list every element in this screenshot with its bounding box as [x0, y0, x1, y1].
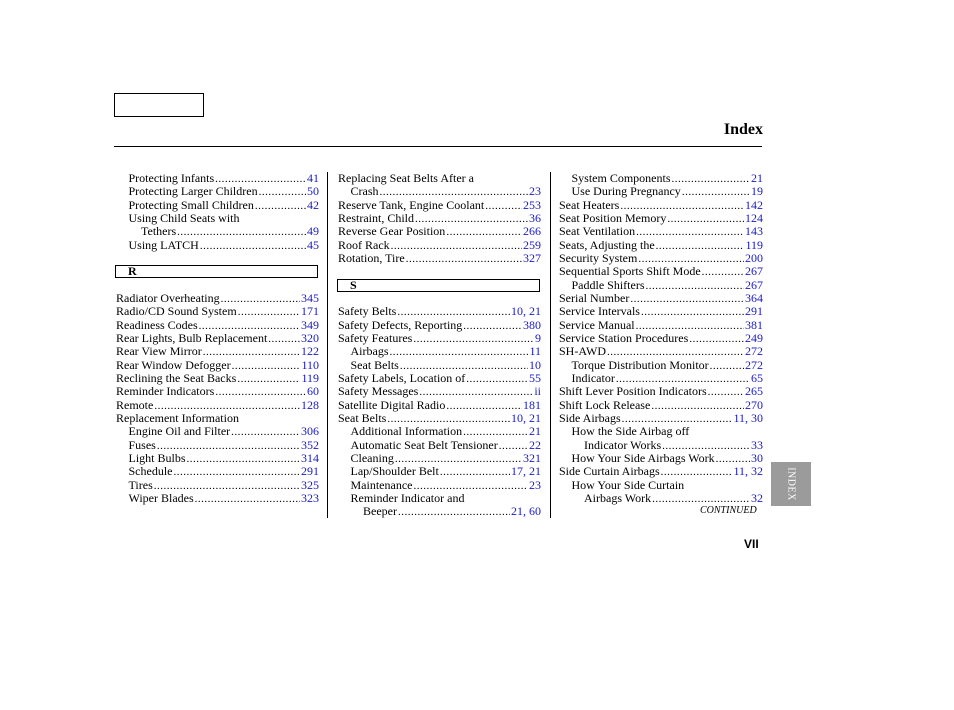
- index-entry-label: Additional Information: [350, 424, 463, 438]
- page-reference-link[interactable]: 10, 21: [511, 304, 541, 318]
- index-entry-label: Airbags: [350, 344, 389, 358]
- index-entry-label: Seat Ventilation: [559, 224, 636, 238]
- index-entry-label: Lap/Shoulder Belt: [350, 464, 439, 478]
- page-reference-link[interactable]: 327: [523, 251, 541, 265]
- leader-dots: [413, 333, 534, 345]
- index-entry[interactable]: [363, 505, 541, 518]
- leader-dots: [215, 386, 306, 398]
- page-reference-link[interactable]: 314: [301, 451, 319, 465]
- page-reference-link[interactable]: 21, 60: [511, 504, 541, 518]
- index-entry[interactable]: [351, 185, 542, 198]
- page-reference-link[interactable]: 321: [523, 451, 541, 465]
- index-entry[interactable]: [351, 465, 542, 478]
- leader-dots: [255, 200, 306, 212]
- leader-dots: [406, 253, 522, 265]
- page-reference-link[interactable]: 22: [529, 438, 541, 452]
- page-reference-link[interactable]: 325: [301, 478, 319, 492]
- index-entry-label: Shift Lever Position Indicators: [559, 384, 707, 398]
- index-entry[interactable]: [559, 345, 763, 358]
- leader-dots: [636, 226, 744, 238]
- index-entry-label: Radiator Overheating: [116, 291, 220, 305]
- page-number: VII: [744, 537, 759, 551]
- index-entry-label: Rear Window Defogger: [116, 358, 231, 372]
- index-entry-label: Side Curtain Airbags: [559, 464, 660, 478]
- index-entry-label: Light Bulbs: [128, 451, 186, 465]
- page-reference-link[interactable]: 21: [529, 424, 541, 438]
- page-reference-link[interactable]: 291: [745, 304, 763, 318]
- leader-dots: [652, 493, 750, 505]
- index-entry-label: Side Airbags: [559, 411, 621, 425]
- page-reference-link[interactable]: 33: [751, 438, 763, 452]
- leader-dots: [397, 306, 510, 318]
- index-entry-label: Reminder Indicator and: [350, 491, 465, 505]
- leader-dots: [231, 426, 300, 438]
- page-reference-link[interactable]: 21: [751, 171, 763, 185]
- page-reference-link[interactable]: 266: [523, 224, 541, 238]
- page-reference-link[interactable]: 128: [301, 398, 319, 412]
- index-entry-label: Remote: [116, 398, 154, 412]
- leader-dots: [630, 293, 744, 305]
- index-entry: [572, 425, 764, 438]
- index-entry[interactable]: [338, 225, 541, 238]
- leader-dots: [177, 226, 306, 238]
- page-reference-link[interactable]: 19: [751, 184, 763, 198]
- index-entry-label: Safety Messages: [338, 384, 419, 398]
- continued-note: CONTINUED: [700, 505, 757, 516]
- header-rule: [114, 146, 762, 147]
- index-entry-label: Roof Rack: [338, 238, 390, 252]
- index-entry-label: Safety Labels, Location of: [338, 371, 466, 385]
- index-entry-label: Radio/CD Sound System: [116, 304, 237, 318]
- index-entry-label: Tires: [128, 478, 153, 492]
- index-entry-label: Using Child Seats with: [128, 211, 240, 225]
- page-title: Index: [723, 121, 763, 138]
- page-reference-link[interactable]: 291: [301, 464, 319, 478]
- leader-dots: [398, 506, 510, 518]
- page-reference-link[interactable]: 10, 21: [511, 411, 541, 425]
- leader-dots: [641, 306, 744, 318]
- index-entry-label: How the Side Airbag off: [571, 424, 690, 438]
- index-entry-label: SH-AWD: [559, 344, 607, 358]
- leader-dots: [268, 333, 300, 345]
- page-reference-link[interactable]: 45: [307, 238, 319, 252]
- leader-dots: [656, 240, 745, 252]
- index-entry-label: Crash: [350, 184, 379, 198]
- page-reference-link[interactable]: 171: [301, 304, 319, 318]
- page-reference-link[interactable]: 11, 32: [733, 464, 763, 478]
- index-entry-label: Seat Belts: [338, 411, 387, 425]
- leader-dots: [446, 226, 522, 238]
- leader-dots: [702, 266, 744, 278]
- leader-dots: [682, 186, 750, 198]
- page-reference-link[interactable]: 30: [751, 451, 763, 465]
- index-entry-label: Seat Position Memory: [559, 211, 667, 225]
- index-entry[interactable]: [559, 465, 763, 478]
- index-entry-label: Maintenance: [350, 478, 413, 492]
- index-entry-label: Reclining the Seat Backs: [116, 371, 237, 385]
- index-entry-label: System Components: [571, 171, 671, 185]
- page-reference-link[interactable]: 352: [301, 438, 319, 452]
- index-entry-label: Seats, Adjusting the: [559, 238, 655, 252]
- page-reference-link[interactable]: 380: [523, 318, 541, 332]
- leader-dots: [466, 373, 528, 385]
- leader-dots: [440, 466, 510, 478]
- leader-dots: [380, 186, 529, 198]
- index-entry-label: Reminder Indicators: [116, 384, 215, 398]
- leader-dots: [259, 186, 306, 198]
- index-entry[interactable]: [559, 305, 763, 318]
- index-entry[interactable]: [116, 305, 319, 318]
- page-reference-link[interactable]: 270: [745, 398, 763, 412]
- leader-dots: [607, 346, 744, 358]
- page-reference-link[interactable]: 119: [745, 238, 763, 252]
- leader-dots: [174, 466, 301, 478]
- page-reference-link[interactable]: 267: [745, 264, 763, 278]
- page-reference-link[interactable]: 349: [301, 318, 319, 332]
- index-entry-label: Beeper: [363, 504, 397, 518]
- page-reference-link[interactable]: 60: [307, 384, 319, 398]
- leader-dots: [485, 200, 522, 212]
- leader-dots: [203, 346, 300, 358]
- index-entry[interactable]: [129, 425, 320, 438]
- index-entry-label: Restraint, Child: [338, 211, 414, 225]
- index-entry-label: How Your Side Airbags Work: [571, 451, 715, 465]
- page-reference-link[interactable]: 181: [523, 398, 541, 412]
- page-reference-link[interactable]: 306: [301, 424, 319, 438]
- index-entry-label: Reverse Gear Position: [338, 224, 446, 238]
- index-entry[interactable]: [116, 385, 319, 398]
- index-entry[interactable]: [141, 225, 319, 238]
- index-entry[interactable]: [351, 345, 542, 358]
- column-divider-1: [327, 172, 328, 518]
- index-entry[interactable]: [129, 185, 320, 198]
- index-entry-label: Security System: [559, 251, 638, 265]
- index-entry-label: Protecting Infants: [128, 171, 215, 185]
- page-reference-link[interactable]: 265: [745, 384, 763, 398]
- leader-dots: [708, 386, 744, 398]
- section-header: S: [337, 279, 540, 292]
- page-reference-link[interactable]: 253: [523, 198, 541, 212]
- index-entry-label: Rear View Mirror: [116, 344, 202, 358]
- leader-dots: [187, 453, 300, 465]
- page-reference-link[interactable]: 364: [745, 291, 763, 305]
- leader-dots: [200, 240, 306, 252]
- leader-dots: [463, 320, 522, 332]
- page-reference-link[interactable]: 381: [745, 318, 763, 332]
- page-reference-link[interactable]: 122: [301, 344, 319, 358]
- page-reference-link[interactable]: 41: [307, 171, 319, 185]
- index-side-tab-label: INDEX: [785, 467, 797, 501]
- leader-dots: [646, 280, 745, 292]
- page-reference-link[interactable]: 49: [307, 224, 319, 238]
- index-entry-label: How Your Side Curtain: [571, 478, 685, 492]
- index-entry-label: Service Intervals: [559, 304, 640, 318]
- page-reference-link[interactable]: 272: [745, 358, 763, 372]
- index-entry-label: Using LATCH: [128, 238, 199, 252]
- index-entry-label: Cleaning: [350, 451, 394, 465]
- page-reference-link[interactable]: 259: [523, 238, 541, 252]
- page-reference-link[interactable]: 55: [529, 371, 541, 385]
- index-entry-label: Safety Features: [338, 331, 413, 345]
- index-entry-label: Readiness Codes: [116, 318, 198, 332]
- index-entry-label: Tethers: [141, 224, 177, 238]
- index-entry[interactable]: [129, 492, 320, 505]
- column-divider-2: [550, 172, 551, 518]
- leader-dots: [232, 360, 301, 372]
- index-entry-label: Engine Oil and Filter: [128, 424, 231, 438]
- index-entry-label: Rear Lights, Bulb Replacement: [116, 331, 268, 345]
- index-entry-label: Seat Heaters: [559, 198, 620, 212]
- index-entry-label: Schedule: [128, 464, 173, 478]
- index-entry-label: Service Manual: [559, 318, 635, 332]
- page-reference-link[interactable]: 272: [745, 344, 763, 358]
- page-reference-link[interactable]: 119: [301, 371, 319, 385]
- page-reference-link[interactable]: 267: [745, 278, 763, 292]
- page-reference-link[interactable]: 10: [529, 358, 541, 372]
- leader-dots: [238, 306, 300, 318]
- index-entry-label: Torque Distribution Monitor: [571, 358, 709, 372]
- leader-dots: [391, 240, 522, 252]
- index-side-tab: [771, 462, 811, 506]
- page-reference-link[interactable]: 110: [301, 358, 319, 372]
- index-entry-label: Reserve Tank, Engine Coolant: [338, 198, 485, 212]
- page-reference-link[interactable]: 345: [301, 291, 319, 305]
- page-reference-link[interactable]: 323: [301, 491, 319, 505]
- page-reference-link[interactable]: 50: [307, 184, 319, 198]
- leader-dots: [661, 466, 733, 478]
- index-entry-label: Protecting Small Children: [128, 198, 254, 212]
- index-entry-label: Safety Belts: [338, 304, 397, 318]
- leader-dots: [237, 373, 300, 385]
- index-entry[interactable]: [129, 239, 320, 252]
- index-entry[interactable]: [338, 385, 541, 398]
- index-entry-label: Replacing Seat Belts After a: [338, 171, 474, 185]
- index-entry-label: Serial Number: [559, 291, 630, 305]
- page-reference-link[interactable]: 11: [529, 344, 541, 358]
- index-entry-label: Rotation, Tire: [338, 251, 405, 265]
- header-box: [114, 93, 204, 117]
- index-entry-label: Satellite Digital Radio: [338, 398, 446, 412]
- index-entry-label: Seat Belts: [350, 358, 399, 372]
- page-reference-link[interactable]: 143: [745, 224, 763, 238]
- index-entry-label: Use During Pregnancy: [571, 184, 681, 198]
- page-reference-link[interactable]: ii: [534, 384, 541, 398]
- page-reference-link[interactable]: 11, 30: [733, 411, 763, 425]
- index-entry-label: Fuses: [128, 438, 156, 452]
- index-entry[interactable]: [116, 345, 319, 358]
- index-entry-label: Sequential Sports Shift Mode: [559, 264, 701, 278]
- index-entry[interactable]: [351, 425, 542, 438]
- leader-dots: [651, 400, 744, 412]
- page-reference-link[interactable]: 9: [535, 331, 541, 345]
- leader-dots: [390, 346, 529, 358]
- page-reference-link[interactable]: 36: [529, 211, 541, 225]
- index-entry-label: Paddle Shifters: [571, 278, 645, 292]
- leader-dots: [463, 426, 528, 438]
- index-entry[interactable]: [129, 465, 320, 478]
- page-reference-link[interactable]: 200: [745, 251, 763, 265]
- page-reference-link[interactable]: 23: [529, 478, 541, 492]
- leader-dots: [419, 386, 533, 398]
- index-entry[interactable]: [559, 225, 763, 238]
- index-entry-label: Safety Defects, Reporting: [338, 318, 463, 332]
- page-reference-link[interactable]: 65: [751, 371, 763, 385]
- index-entry[interactable]: [584, 492, 763, 505]
- leader-dots: [195, 493, 300, 505]
- index-entry[interactable]: [338, 305, 541, 318]
- index-entry-label: Replacement Information: [116, 411, 239, 425]
- index-entry-label: Automatic Seat Belt Tensioner: [350, 438, 498, 452]
- index-entry[interactable]: [338, 252, 541, 265]
- page-reference-link[interactable]: 23: [529, 184, 541, 198]
- index-entry-label: Indicator Works: [584, 438, 662, 452]
- index-entry[interactable]: [559, 385, 763, 398]
- index-entry-label: Indicator: [571, 371, 615, 385]
- index-entry[interactable]: [572, 185, 764, 198]
- index-entry-label: Shift Lock Release: [559, 398, 651, 412]
- page-reference-link[interactable]: 142: [745, 198, 763, 212]
- section-header: R: [115, 265, 318, 278]
- page-reference-link[interactable]: 17, 21: [511, 464, 541, 478]
- leader-dots: [689, 333, 744, 345]
- leader-dots: [667, 213, 744, 225]
- page-reference-link[interactable]: 249: [745, 331, 763, 345]
- leader-dots: [710, 360, 744, 372]
- page-reference-link[interactable]: 320: [301, 331, 319, 345]
- index-entry-label: Wiper Blades: [128, 491, 194, 505]
- index-entry-label: Airbags Work: [584, 491, 652, 505]
- page-reference-link[interactable]: 124: [745, 211, 763, 225]
- page-reference-link[interactable]: 32: [751, 491, 763, 505]
- index-entry[interactable]: [559, 265, 763, 278]
- page-reference-link[interactable]: 42: [307, 198, 319, 212]
- index-entry-label: Service Station Procedures: [559, 331, 689, 345]
- index-entry-label: Protecting Larger Children: [128, 184, 258, 198]
- leader-dots: [672, 173, 750, 185]
